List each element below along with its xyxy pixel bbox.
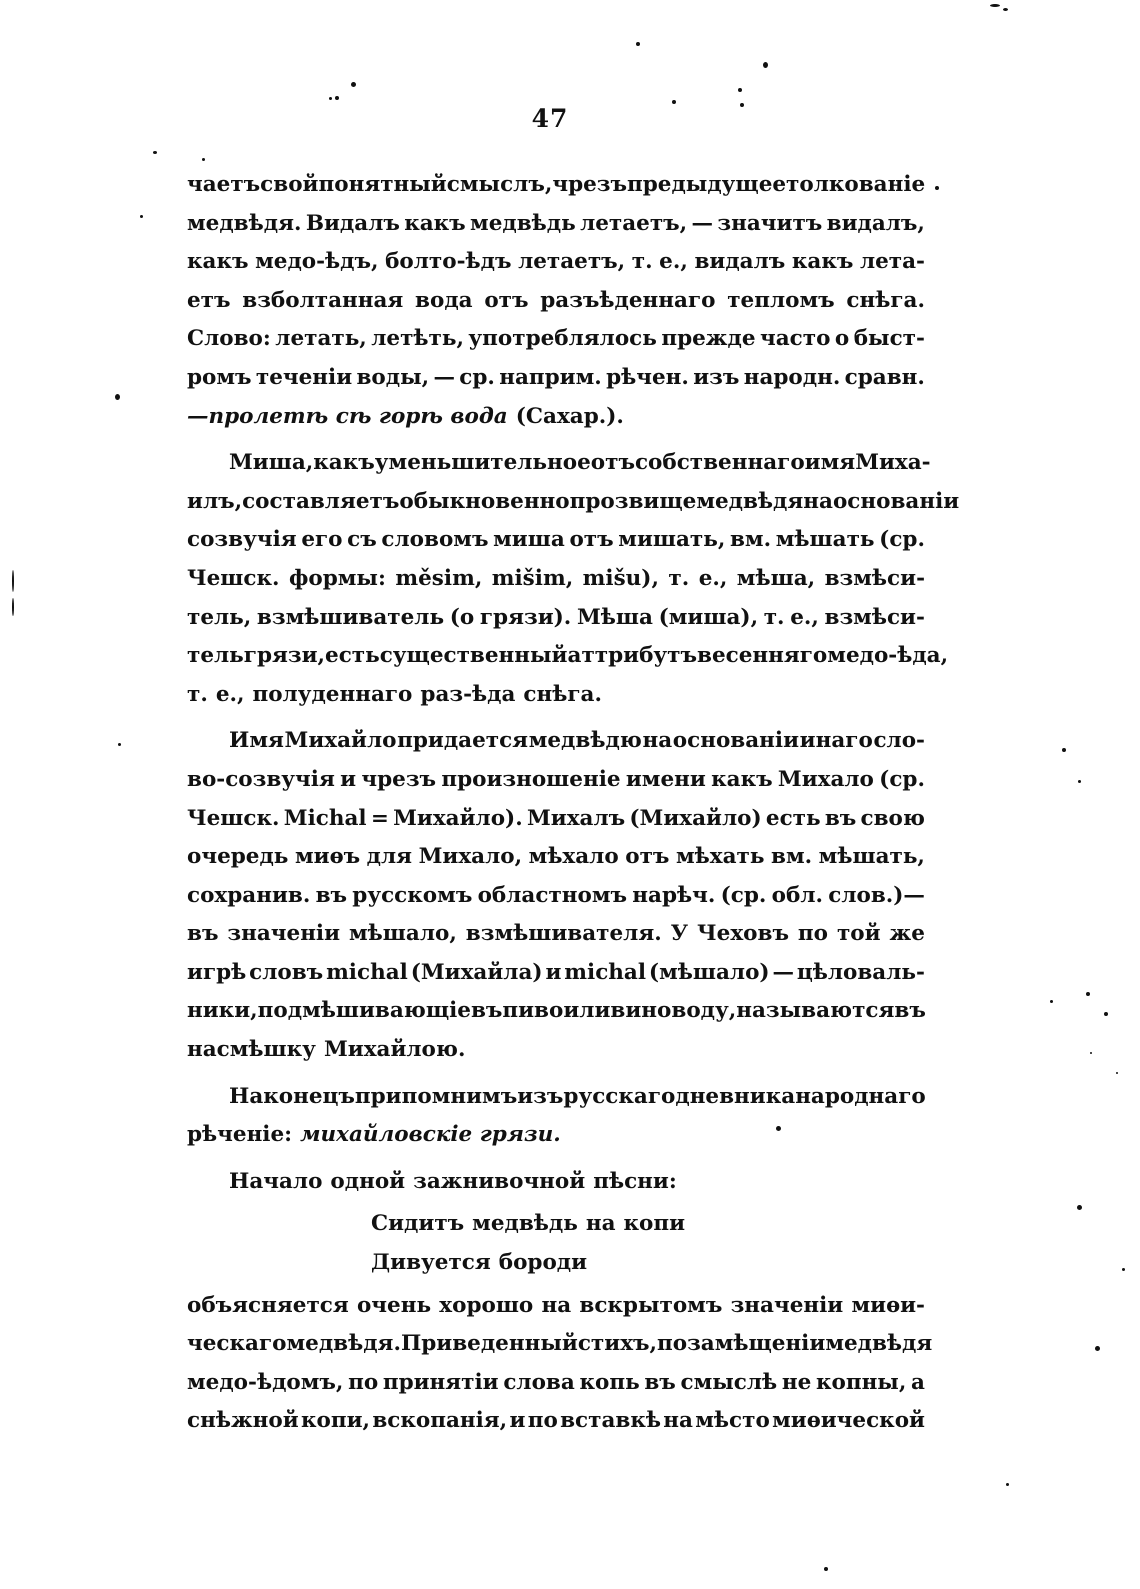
scan-speck (636, 42, 640, 46)
text-line (187, 761, 925, 800)
text-line (187, 359, 925, 398)
word: имя (804, 450, 856, 476)
word: Дивуется (371, 1250, 491, 1276)
scan-speck (12, 598, 14, 616)
word: медвѣдь (470, 210, 576, 236)
word: (Сахар.). (515, 403, 624, 429)
word: — (772, 959, 794, 985)
word: michal (326, 959, 408, 985)
word: michal (564, 959, 647, 985)
word: народнаго (795, 1083, 926, 1109)
paragraph (187, 444, 960, 714)
word: Михало (777, 766, 874, 792)
word: мѣхало (528, 844, 619, 870)
word: пѣсни: (593, 1168, 677, 1194)
word: понятный (318, 172, 447, 197)
word: насмѣшку (187, 1037, 316, 1063)
scan-speck (824, 1567, 828, 1571)
word: летаетъ, (518, 249, 626, 275)
word: Михайлою. (323, 1037, 466, 1063)
word: отъ (569, 527, 614, 553)
word: мѣша, (736, 565, 816, 591)
word: пиво (502, 998, 564, 1024)
text-line (187, 1116, 925, 1155)
text-line (187, 1402, 925, 1441)
word: какъ (313, 450, 375, 476)
word: уменьшительное (374, 450, 591, 476)
word: объясняется (187, 1292, 349, 1318)
word: —пролетѣ сѣ горѣ вода (187, 403, 508, 429)
text-line (187, 1287, 925, 1326)
word: отъ (625, 844, 670, 870)
word: значеніи (730, 1292, 844, 1318)
word: припомнимъ (354, 1083, 518, 1109)
word: значитъ (717, 210, 823, 236)
word: взмѣси- (824, 565, 925, 591)
scan-speck (1090, 1052, 1092, 1054)
word: медвѣдю (528, 728, 642, 754)
text-line (187, 992, 925, 1031)
word: тель (187, 643, 244, 669)
scan-speck (1116, 1072, 1118, 1074)
scan-speck (776, 1126, 781, 1131)
word: (Михайла) (410, 959, 543, 985)
word: миша (493, 527, 565, 553)
word: на (663, 1408, 693, 1434)
scan-speck (935, 186, 939, 190)
word: медвѣдь (472, 1211, 578, 1237)
word: видалъ, (826, 210, 925, 236)
word: Наконецъ (229, 1083, 355, 1109)
word: въ (470, 998, 503, 1024)
word: толкованіе (786, 172, 926, 197)
word: изъ (693, 364, 740, 390)
word: болто-ѣдъ (385, 249, 512, 275)
text-line (187, 877, 925, 916)
word: основаніи (832, 488, 960, 514)
word: народн. (743, 364, 841, 390)
word: на (642, 728, 673, 754)
word: смыслъ, (446, 172, 553, 197)
word: раз-ѣда (420, 681, 516, 707)
word: изъ (517, 1083, 564, 1109)
scan-speck (202, 158, 205, 161)
word: словъ (249, 959, 324, 985)
text-line (187, 560, 925, 599)
word: mišim, (491, 565, 574, 591)
word: или (563, 998, 611, 1024)
scan-speck (740, 103, 744, 107)
word: взмѣшивателя. (465, 921, 662, 947)
scan-speck (12, 570, 14, 592)
word: есть (325, 643, 380, 669)
word: вино (610, 998, 672, 1024)
word: медо-ѣдъ, (255, 249, 379, 275)
word: летѣть, (371, 326, 464, 352)
scan-speck (118, 743, 121, 746)
word: ческаго (187, 1331, 287, 1357)
word: подмѣшивающіе (257, 998, 471, 1024)
word: снѣжной (187, 1408, 299, 1434)
scan-speck (672, 100, 676, 104)
word: сло- (873, 728, 925, 754)
word: медвѣдя (825, 1331, 933, 1357)
word: е., (659, 249, 688, 275)
text-line (187, 483, 960, 522)
word: вм. (729, 527, 772, 553)
word: михайловскіе грязи. (300, 1122, 561, 1148)
word: Михайло). (393, 805, 523, 831)
word: копны, (815, 1369, 907, 1395)
text-line (187, 1031, 925, 1070)
word: мѣхать (675, 844, 765, 870)
text-line (187, 915, 925, 954)
word: чрезъ (361, 766, 437, 792)
word: на (585, 1211, 616, 1237)
word: въ (187, 921, 219, 947)
word: грязи). (479, 604, 572, 630)
text-line (187, 676, 925, 715)
scan-speck (335, 96, 339, 100)
page-number: 47 (531, 104, 569, 133)
word: свою (860, 805, 925, 831)
word: ромъ (187, 364, 252, 390)
word: игрѣ (187, 959, 247, 985)
word: вставкѣ (560, 1408, 661, 1434)
word: mišu), (582, 565, 659, 591)
word: инаго (799, 728, 873, 754)
scan-speck (1104, 1012, 1108, 1016)
word: Миша, (229, 450, 314, 476)
word: рѣченіе: (187, 1122, 293, 1148)
word: мѣшать, (818, 844, 925, 870)
word: медо-ѣда, (827, 643, 949, 669)
text-line (187, 282, 925, 321)
word: во-созвучія (187, 766, 335, 792)
word: медвѣдя. (286, 1331, 401, 1357)
scan-speck (329, 97, 332, 100)
word: Приведенный (400, 1331, 578, 1357)
word: на (541, 1292, 572, 1318)
word: прежде (661, 326, 756, 352)
word: взболтанная (242, 287, 404, 313)
text-line (187, 243, 925, 282)
word: въ (894, 998, 926, 1024)
text-line (187, 521, 925, 560)
word: лета- (859, 249, 925, 275)
word: měsim, (395, 565, 483, 591)
word: стихъ, (577, 1331, 657, 1357)
word: Михало, (418, 844, 523, 870)
paragraph (187, 1287, 933, 1441)
word: бороди (498, 1250, 588, 1276)
scan-speck (738, 88, 742, 92)
word: Чешск. (187, 565, 280, 591)
text-line (187, 722, 925, 761)
word: очередь (187, 844, 289, 870)
word: какъ (711, 766, 773, 792)
word: смыслѣ (680, 1369, 778, 1395)
word: существенный (379, 643, 568, 669)
word: Миха- (855, 450, 931, 476)
word: же (889, 921, 925, 947)
word: видалъ (694, 249, 786, 275)
scan-speck (1095, 1346, 1100, 1351)
word: рѣчен. (606, 364, 689, 390)
word: произношеніе (441, 766, 621, 792)
paragraph (187, 1078, 925, 1155)
word: областномъ (477, 882, 628, 908)
word: вм. (771, 844, 813, 870)
scan-speck (351, 82, 356, 87)
word: какъ (187, 249, 249, 275)
scan-speck (1122, 1268, 1125, 1271)
word: грязи, (243, 643, 326, 669)
word: придается (397, 728, 529, 754)
word: ср. (459, 364, 495, 390)
scan-speck (1077, 1205, 1082, 1210)
word: на (803, 488, 833, 514)
word: отъ (590, 450, 635, 476)
text-line (187, 205, 925, 244)
word: формы: (288, 565, 386, 591)
word: его (301, 527, 343, 553)
word: съ (347, 527, 377, 553)
text-line (187, 1163, 925, 1202)
word: чаетъ (187, 172, 261, 197)
word: не (781, 1369, 812, 1395)
word: слов.)— (828, 882, 925, 908)
word: тель, (187, 604, 252, 630)
verse-line (187, 1244, 925, 1283)
word: миѳической (772, 1408, 925, 1434)
word: — (433, 364, 455, 390)
word: созвучія (187, 527, 297, 553)
word: мишать, (618, 527, 726, 553)
word: Видалъ (305, 210, 400, 236)
word: словомъ (381, 527, 489, 553)
word: У (670, 921, 689, 947)
word: копь (579, 1369, 640, 1395)
word: Michal (283, 805, 367, 831)
word: въ (315, 882, 348, 908)
word: аттрибутъ (567, 643, 697, 669)
word: т. (187, 681, 208, 707)
word: снѣга. (523, 681, 602, 707)
word: е., (790, 604, 819, 630)
word: свой (260, 172, 319, 197)
word: есть (765, 805, 821, 831)
word: илъ, (187, 488, 243, 514)
word: какъ (404, 210, 466, 236)
word: часто (759, 326, 831, 352)
word: слова (503, 1369, 575, 1395)
text-line (187, 1325, 933, 1364)
word: принятіи (382, 1369, 499, 1395)
word: взмѣшиватель (256, 604, 445, 630)
scan-speck (140, 215, 143, 218)
word: по (797, 921, 828, 947)
word: Чеховъ (697, 921, 789, 947)
text-line (187, 166, 925, 205)
scan-speck (763, 62, 768, 68)
word: дневника (675, 1083, 796, 1109)
word: взмѣси- (824, 604, 925, 630)
word: т. (763, 604, 785, 630)
word: русскаго (563, 1083, 676, 1109)
word: копи, (300, 1408, 371, 1434)
word: (о (449, 604, 475, 630)
word: и (509, 1408, 526, 1434)
word: называются (736, 998, 895, 1024)
word: воды, (356, 364, 430, 390)
word: въ (824, 805, 857, 831)
word: летать, (275, 326, 367, 352)
text-line (187, 444, 931, 483)
text-line (187, 398, 925, 437)
word: (ср. (879, 766, 925, 792)
word: летаетъ, (580, 210, 688, 236)
scan-speck (1086, 992, 1090, 996)
word: (Михайло) (629, 805, 762, 831)
word: = (370, 805, 389, 831)
body-text (187, 166, 960, 1441)
word: Чешск. (187, 805, 280, 831)
word: хорошо (439, 1292, 534, 1318)
word: и (340, 766, 357, 792)
word: теченіи (255, 364, 353, 390)
word: имени (625, 766, 706, 792)
text-line (187, 1364, 925, 1403)
scan-speck (115, 394, 120, 400)
word: о (834, 326, 850, 352)
scan-speck (1078, 780, 1081, 783)
paragraph (187, 722, 925, 1069)
word: обл. (771, 882, 823, 908)
word: медвѣдя (696, 488, 804, 514)
word: а (911, 1369, 925, 1395)
word: наприм. (499, 364, 602, 390)
word: по (527, 1408, 558, 1434)
paragraph (187, 1163, 925, 1202)
word: воду, (671, 998, 737, 1024)
word: чрезъ (552, 172, 627, 197)
word: (миша), (658, 604, 759, 630)
text-line (187, 954, 925, 993)
word: весенняго (697, 643, 828, 669)
scan-speck (1006, 1483, 1009, 1486)
word: Имя (229, 728, 284, 754)
word: сохранив. (187, 882, 311, 908)
word: по (348, 1369, 379, 1395)
word: Михайло (284, 728, 397, 754)
word: полуденнаго (252, 681, 413, 707)
word: очень (356, 1292, 432, 1318)
word: разъѣденнаго (540, 287, 716, 313)
word: вода (415, 287, 473, 313)
word: въ (644, 1369, 676, 1395)
word: медо-ѣдомъ, (187, 1369, 344, 1395)
word: Михалъ (526, 805, 626, 831)
word: вскрытомъ (579, 1292, 723, 1318)
word: — (691, 210, 714, 236)
word: употреблялось (468, 326, 657, 352)
word: Начало (229, 1168, 323, 1194)
scan-speck (153, 151, 157, 154)
word: русскомъ (352, 882, 473, 908)
word: (ср. (720, 882, 767, 908)
word: отъ (484, 287, 529, 313)
word: собственнаго (634, 450, 805, 476)
word: е., (698, 565, 728, 591)
scan-speck (1003, 8, 1008, 11)
word: (ср. (879, 527, 925, 553)
text-line (187, 838, 925, 877)
word: прозвище (569, 488, 697, 514)
word: Сидитъ (371, 1211, 465, 1237)
word: по (656, 1331, 688, 1357)
word: ники, (187, 998, 258, 1024)
word: сравн. (844, 364, 925, 390)
word: медвѣдя. (187, 210, 302, 236)
word: обыкновенно (399, 488, 570, 514)
scan-speck (1050, 1000, 1053, 1003)
word: быст- (853, 326, 925, 352)
word: и (545, 959, 562, 985)
word: копи (623, 1211, 686, 1237)
word: мѣшать (775, 527, 875, 553)
verse-line (187, 1205, 925, 1244)
verse-block (187, 1205, 925, 1282)
word: вскопанія, (372, 1408, 508, 1434)
word: для (366, 844, 413, 870)
scan-speck (990, 4, 1000, 7)
text-line (187, 800, 925, 839)
text-line (187, 599, 925, 638)
word: той (836, 921, 881, 947)
word: е., (215, 681, 245, 707)
word: миѳъ (294, 844, 361, 870)
word: одной (330, 1168, 406, 1194)
word: миѳи- (851, 1292, 925, 1318)
scan-speck (1062, 748, 1066, 752)
paragraph (187, 166, 925, 436)
word: мѣсто (695, 1408, 770, 1434)
word: Мѣша (576, 604, 653, 630)
word: составляетъ (242, 488, 400, 514)
word: т. (631, 249, 653, 275)
word: мѣшало, (349, 921, 457, 947)
word: етъ (187, 287, 231, 313)
word: нарѣч. (632, 882, 716, 908)
word: цѣловаль- (796, 959, 925, 985)
word: зажнивочной (413, 1168, 586, 1194)
word: т. (668, 565, 690, 591)
word: снѣга. (846, 287, 925, 313)
word: значеніи (227, 921, 341, 947)
word: Слово: (187, 326, 271, 352)
text-line (187, 1078, 925, 1117)
word: основаніи (672, 728, 800, 754)
text-line (187, 637, 949, 676)
word: (мѣшало) (648, 959, 770, 985)
word: какъ (791, 249, 854, 275)
text-line (187, 320, 925, 359)
word: предыдущее (627, 172, 787, 197)
word: замѣщеніи (687, 1331, 826, 1357)
word: тепломъ (727, 287, 835, 313)
